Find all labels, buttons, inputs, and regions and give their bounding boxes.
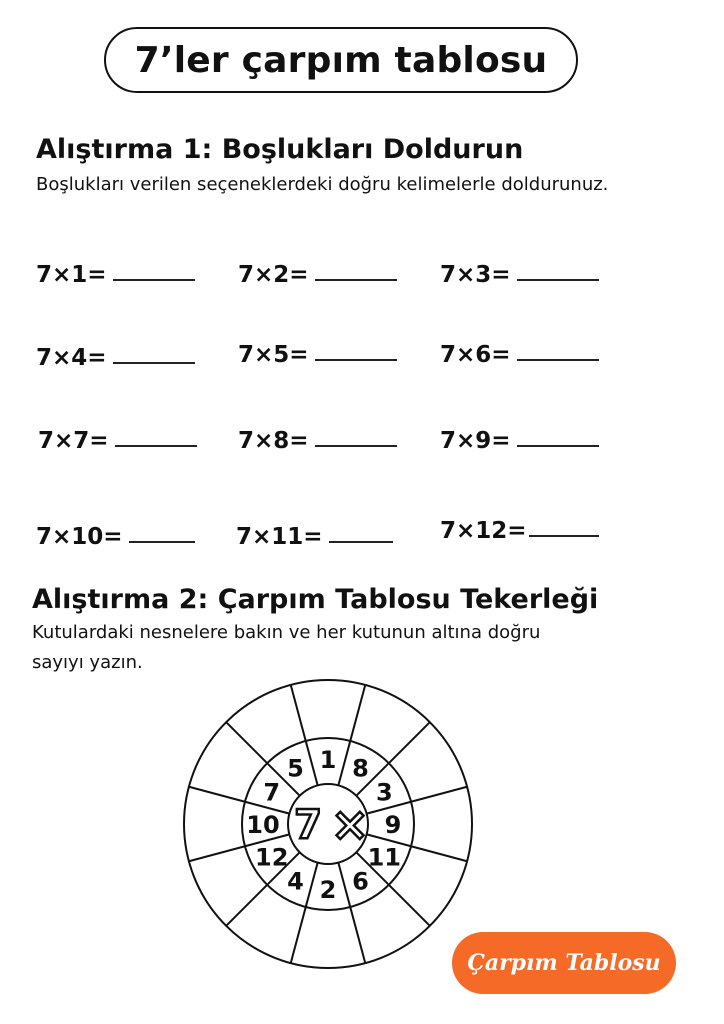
outer-divider xyxy=(411,846,467,861)
wheel-answer-box[interactable] xyxy=(368,906,404,942)
exercise2-heading: Alıştırma 2: Çarpım Tablosu Tekerleği xyxy=(32,584,599,615)
equation-label: 7×8= xyxy=(238,428,309,454)
equation-label: 7×9= xyxy=(440,428,511,454)
inner-divider xyxy=(306,863,318,907)
wheel-number: 12 xyxy=(255,843,289,872)
wheel-answer-box[interactable] xyxy=(425,806,461,842)
inner-divider xyxy=(338,863,350,907)
wheel-answer-box[interactable] xyxy=(253,906,289,942)
wheel-center-symbol: × xyxy=(330,797,370,851)
wheel-number: 1 xyxy=(319,746,337,774)
inner-divider xyxy=(306,741,318,785)
equation-label: 7×12= xyxy=(440,518,527,544)
equation-label: 7×6= xyxy=(440,342,511,368)
wheel-number: 8 xyxy=(352,754,369,783)
equation-label: 7×1= xyxy=(36,262,107,288)
wheel-number: 6 xyxy=(352,867,369,896)
wheel-answer-box[interactable] xyxy=(195,806,231,842)
equation-label: 7×2= xyxy=(238,262,309,288)
outer-divider xyxy=(350,907,365,963)
equation-label: 7×4= xyxy=(36,345,107,371)
inner-divider xyxy=(338,741,350,785)
exercise2-instruction-line1: Kutulardaki nesnelere bakın ve her kutunun altına doğru xyxy=(32,622,541,643)
wheel-answer-box[interactable] xyxy=(310,921,346,957)
wheel-number: 2 xyxy=(319,876,337,904)
outer-divider xyxy=(189,787,245,802)
wheel-number: 3 xyxy=(375,778,393,807)
outer-divider xyxy=(291,907,306,963)
wheel-answer-box[interactable] xyxy=(410,864,446,900)
exercise2-instruction-line2: sayıyı yazın. xyxy=(32,652,143,673)
wheel-number: 11 xyxy=(367,843,401,872)
outer-divider xyxy=(291,685,306,741)
equation-label: 7×10= xyxy=(36,524,123,550)
wheel-answer-box[interactable] xyxy=(310,691,346,727)
wheel-number: 7 xyxy=(263,778,281,807)
wheel-answer-box[interactable] xyxy=(410,749,446,785)
equation-label: 7×3= xyxy=(440,262,511,288)
wheel-number: 10 xyxy=(246,811,280,839)
wheel-answer-box[interactable] xyxy=(210,864,246,900)
outer-divider xyxy=(189,846,245,861)
equation-label: 7×11= xyxy=(236,524,323,550)
wheel-center-number: 7 xyxy=(294,802,322,848)
wheel-answer-box[interactable] xyxy=(368,706,404,742)
wheel-numbers xyxy=(246,746,401,904)
exercise1-instruction: Boşlukları verilen seçeneklerdeki doğru kelimelerle doldurunuz. xyxy=(36,174,609,195)
brand-badge: Çarpım Tablosu xyxy=(452,932,676,994)
wheel-number: 9 xyxy=(384,811,402,839)
wheel-answer-box[interactable] xyxy=(253,706,289,742)
exercise1-heading: Alıştırma 1: Boşlukları Doldurun xyxy=(36,134,524,165)
wheel-number: 4 xyxy=(287,867,304,896)
outer-divider xyxy=(411,787,467,802)
equation-label: 7×5= xyxy=(238,342,309,368)
wheel-answer-box[interactable] xyxy=(210,749,246,785)
equation-label: 7×7= xyxy=(38,428,109,454)
page-title: 7’ler çarpım tablosu xyxy=(104,27,578,93)
wheel-number: 5 xyxy=(287,754,304,783)
outer-divider xyxy=(350,685,365,741)
